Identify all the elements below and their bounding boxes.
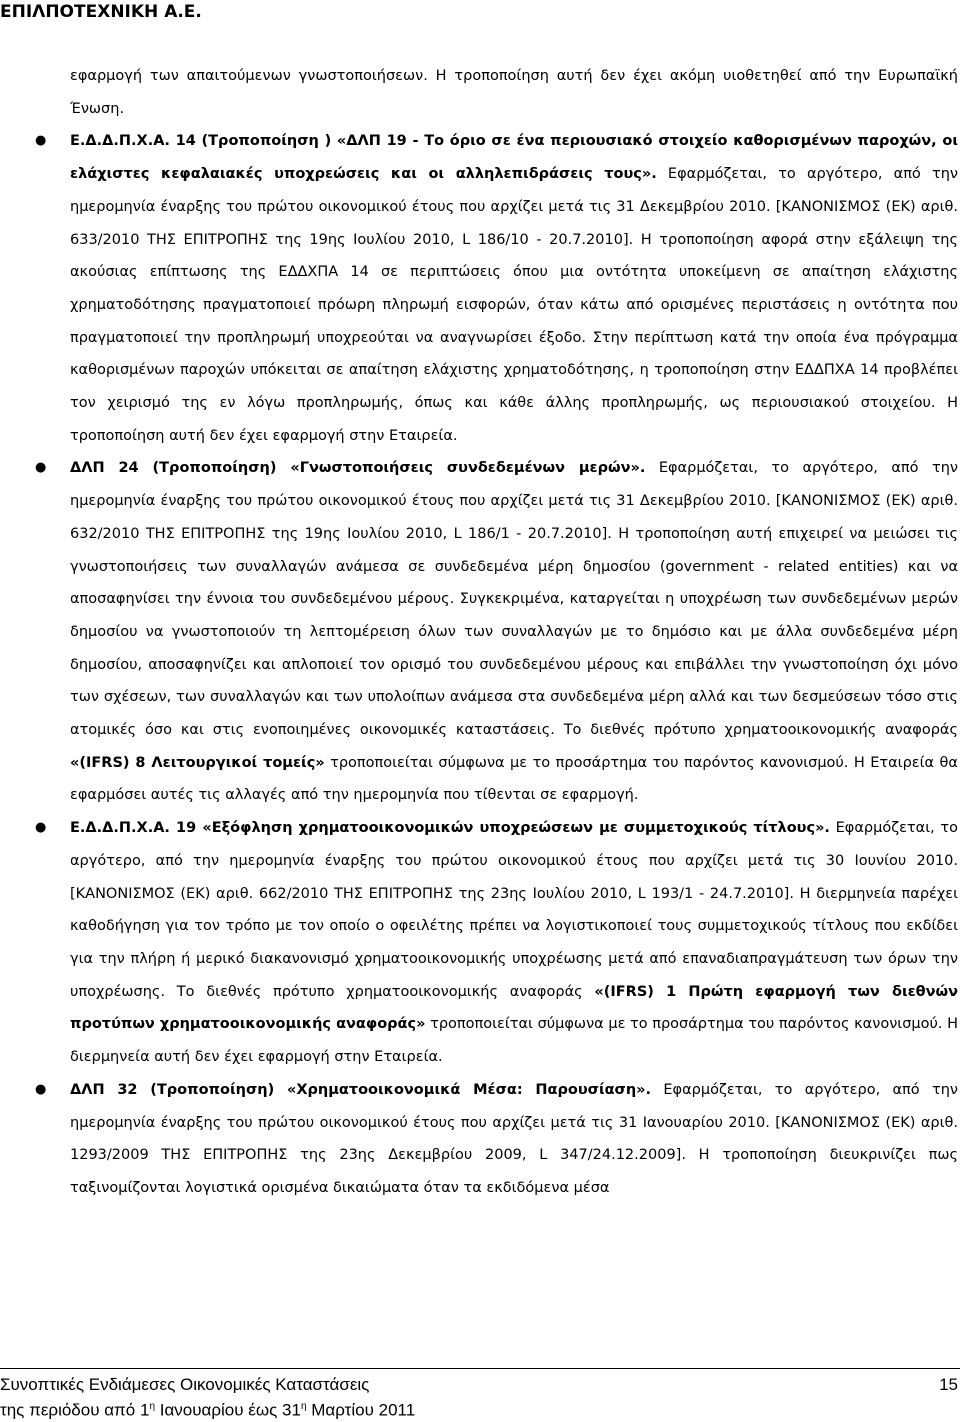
item-title: ΔΛΠ 32 (Τροποποίηση) «Χρηματοοικονομικά Μέσα: Παρουσίαση». — [70, 1081, 652, 1098]
bullet-icon: ● — [35, 133, 47, 149]
bullet-icon: ● — [35, 1081, 47, 1097]
list-item-dlp-32 — [35, 1074, 958, 1205]
footer-title: Συνοπτικές Ενδιάμεσες Οικονομικές Καταστάσεις — [0, 1375, 370, 1394]
item-body: Εφαρμόζεται, το αργότερο, από την ημερομηνία έναρξης του πρώτου οικονομικού έτους που αρχίζει μετά τις 30 Ιουνίου 2010. [ΚΑΝΟΝΙΣΜΟΣ (ΕΚ) αριθ. 662/2010 ΤΗΣ ΕΠΙΤΡΟΠΗΣ της 23ης Ιουλίου 2010, L 193/1 - 24.7.2010]. Η διερμηνεία παρέχει καθοδήγηση για τον τρόπο με τον οποίο ο οφειλέτης πρέπει να λογιστικοποιεί τους συμμετοχικούς τίτλους που εκδίδει για την πλήρη ή μερικό διακανονισμό χρηματοοικονομικής υποχρέωσης μετά από επαναδιαπραγμάτευση των όρων την υποχρέωσης. Το διεθνές πρότυπο χρηματοοικονομικής αναφοράς — [70, 820, 958, 1000]
item-body: Εφαρμόζεται, το αργότερο, από την ημερομηνία έναρξης του πρώτου οικονομικού έτους που αρχίζει μετά τις 31 Δεκεμβρίου 2010. [ΚΑΝΟΝΙΣΜΟΣ (ΕΚ) αριθ. 633/2010 ΤΗΣ ΕΠΙΤΡΟΠΗΣ της 19ης Ιουλίου 2010, L 186/10 - 20.7.2010]. Η τροποποίηση αφορά στην εξάλειψη της ακούσιας επίπτωσης της ΕΔΔΧΠΑ 14 σε περιπτώσεις όπου μια οντότητα υποκείμενη σε απαίτηση ελάχιστης χρηματοδότησης πραγματοποιεί πρόωρη πληρωμή εισφορών, όταν κάτω από ορισμένες περιστάσεις η οντότητα που πραγματοποιεί την προπληρωμή υποχρεούται να αναγνωρίσει έξοδο. Στην περίπτωση κατά την οποία ένα πρόγραμμα καθορισμένων παροχών υπόκειται σε απαίτηση ελάχιστης χρηματοδότησης, η τροποποίηση στην ΕΔΔΠΧΑ 14 προβλέπει τον χειρισμό της εν λόγω προπληρωμής, όπως και κάθε άλλης προπληρωμής, ως περιουσιακού στοιχείου. Η τροποποίηση αυτή δεν έχει εφαρμογή στην Εταιρεία. — [70, 166, 959, 444]
bullet-icon: ● — [35, 460, 47, 476]
bullet-icon: ● — [35, 820, 47, 836]
item-body-end: τροποποιείται σύμφωνα με το προσάρτημα του παρόντος κανονισμού. Η διερμηνεία αυτή δεν έχει εφαρμογή στην Εταιρεία. — [70, 1016, 958, 1066]
document-body — [35, 60, 959, 1205]
list-item-edpxa-14 — [35, 125, 959, 452]
standards-list — [35, 125, 959, 1204]
page-footer — [0, 1374, 958, 1422]
item-body: Εφαρμόζεται, το αργότερο, από την ημερομηνία έναρξης του πρώτου οικονομικού έτους που αρχίζει μετά τις 31 Δεκεμβρίου 2010. [ΚΑΝΟΝΙΣΜΟΣ (ΕΚ) αριθ. 632/2010 ΤΗΣ ΕΠΙΤΡΟΠΗΣ της 19ης Ιουλίου 2010, L 186/1 - 20.7.2010]. Η τροποποίηση αυτή επιχειρεί να μειώσει τις γνωστοποιήσεις των συναλλαγών ανάμεσα σε συνδεδεμένα μέρη δημοσίου (government - related entities) και να αποσαφηνίσει την έννοια του συνδεδεμένου μέρους. Συγκεκριμένα, καταργείται η υποχρέωση των συνδεδεμένων μερών δημοσίου να γνωστοποιούν τη λεπτομέρειση όλων των συναλλαγών με το δημόσιο και με άλλα συνδεδεμένα μέρη δημοσίου, αποσαφηνίζει και απλοποιεί τον ορισμό του συνδεδεμένου μέρους και επιβάλλει την γνωστοποίηση όχι μόνο των σχέσεων, των συναλλαγών και των υπολοίπων ανάμεσα στα συνδεδεμένα μέρη αλλά και των δεσμεύσεων τόσο στις ατομικές όσο και στις ενοποιημένες οικονομικές καταστάσεις. Το διεθνές πρότυπο χρηματοοικονομικής αναφοράς — [70, 460, 959, 739]
item-body: Εφαρμόζεται, το αργότερο, από την ημερομηνία έναρξης του πρώτου οικονομικού έτους που αρχίζει μετά τις 31 Ιανουαρίου 2010. [ΚΑΝΟΝΙΣΜΟΣ (ΕΚ) αριθ. 1293/2009 ΤΗΣ ΕΠΙΤΡΟΠΗΣ της 23ης Δεκεμβρίου 2009, L 347/24.12.2009]. Η τροποποίηση διευκρινίζει πως ταξινομίζονται λογιστικά ορισμένα δικαιώματα όταν τα εκδιδόμενα μέσα — [70, 1081, 958, 1196]
item-body-end: τροποποιείται σύμφωνα με το προσάρτημα του παρόντος κανονισμού. Η Εταιρεία θα εφαρμόσει αυτές τις αλλαγές από την ημερομηνία που τίθενται σε εφαρμογή. — [70, 754, 958, 804]
item-title: ΔΛΠ 24 (Τροποποίηση) «Γνωστοποιήσεις συνδεδεμένων μερών». — [70, 460, 646, 477]
footer-period: της περιόδου από $1^\eta$ Ιανουαρίου έως $31^\eta$ Μαρτίου 2011 — [0, 1400, 416, 1420]
list-item-dlp-24 — [35, 452, 959, 812]
list-item-edpxa-19 — [35, 812, 958, 1074]
item-body-bold: «(IFRS) 8 Λειτουργικοί τομείς» — [70, 754, 325, 771]
company-header: ΕΠΙΛΠΟΤΕΧΝΙΚΗ Α.Ε. — [0, 2, 202, 22]
footer-divider — [0, 1368, 960, 1369]
intro-paragraph: εφαρμογή των απαιτούμενων γνωστοποιήσεων. Η τροποποίηση αυτή δεν έχει ακόμη υιοθετηθεί από την Ευρωπαϊκή Ένωση. — [70, 68, 958, 117]
page-number: 15 — [939, 1375, 958, 1394]
item-body-bold: «(IFRS) 1 Πρώτη εφαρμογή των διεθνών προτύπων χρηματοοικονομικής αναφοράς» — [70, 983, 958, 1033]
item-title: Ε.Δ.Δ.Π.Χ.Α. 19 «Εξόφληση χρηματοοικονομικών υποχρεώσεων με συμμετοχικούς τίτλους». — [70, 820, 830, 837]
item-title: Ε.Δ.Δ.Π.Χ.Α. 14 (Τροποποίηση ) «ΔΛΠ 19 - Το όριο σε ένα περιουσιακό στοιχείο καθορισμένων παροχών, οι ελάχιστες κεφαλαιακές υποχρεώσεις και οι αλληλεπιδράσεις τους». — [70, 133, 958, 183]
